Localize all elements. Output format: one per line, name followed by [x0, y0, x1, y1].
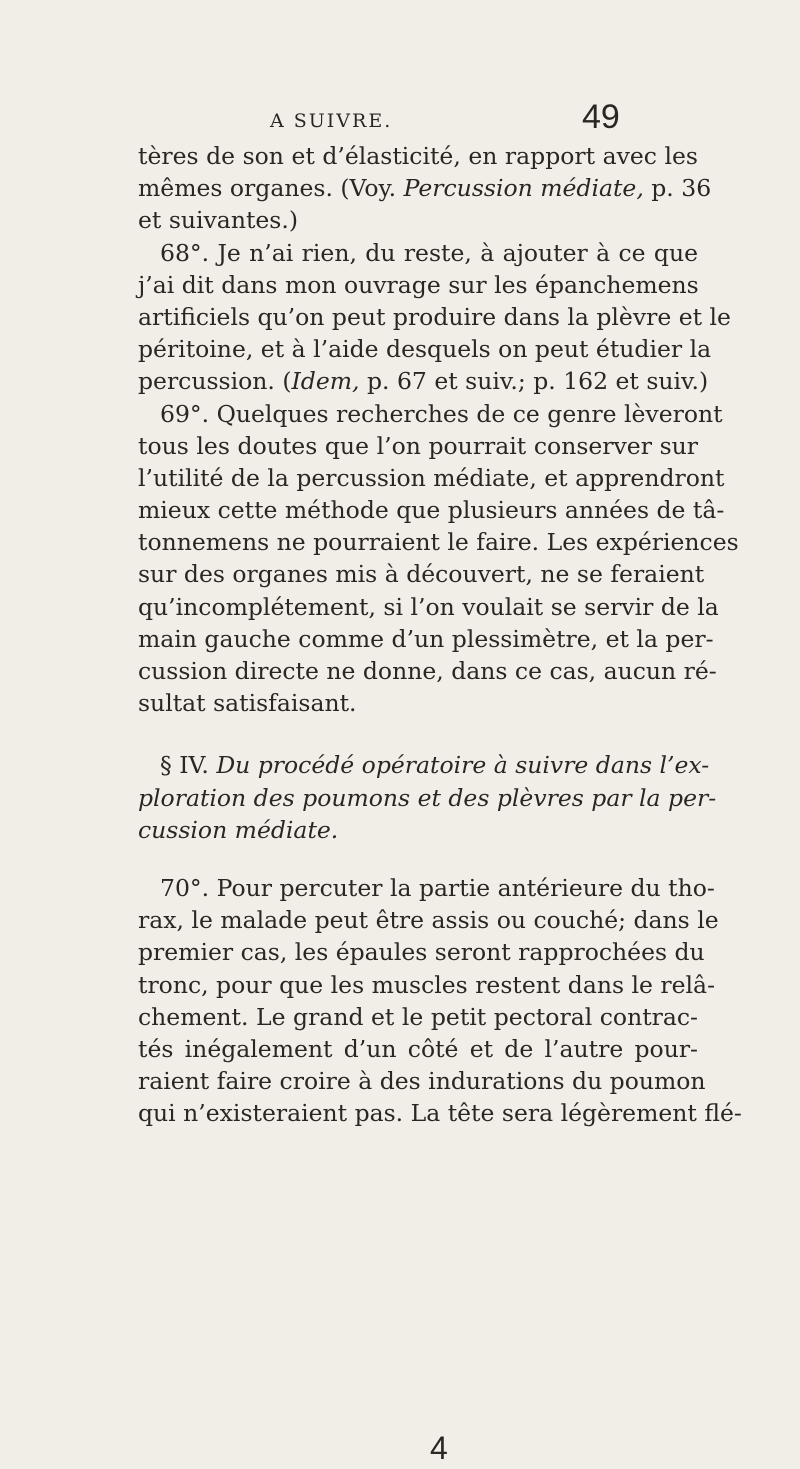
paragraph-69-start: 69°. Quelques recherches de ce genre lèveront: [160, 399, 723, 428]
text-line: rax, le malade peut être assis ou couché; dans le: [138, 906, 719, 935]
text-line: mieux cette méthode que plusieurs années de tâ-: [138, 496, 725, 525]
text-line: tés inégalement d’un côté et de l’autre pour-: [138, 1034, 698, 1063]
text-line: premier cas, les épaules seront rapprochées du: [138, 938, 705, 967]
text-line: tronc, pour que les muscles restent dans le relâ-: [138, 970, 716, 999]
section-heading: cussion médiate.: [138, 815, 339, 844]
text-line: cussion directe ne donne, dans ce cas, aucun ré-: [138, 657, 717, 685]
text-line: péritoine, et à l’aide desquels on peut étudier la: [138, 335, 712, 364]
section-spacer: [138, 719, 698, 749]
section-spacer: [138, 846, 698, 872]
signature-mark: 4: [430, 1430, 448, 1466]
text-line: l’utilité de la percussion médiate, et apprendront: [138, 463, 725, 492]
section-heading: ploration des poumons et des plèvres par la per-: [138, 783, 717, 812]
body-text: [138, 140, 742, 1129]
text-line: tous les doutes que l’on pourrait conserver sur: [138, 431, 698, 460]
text-line: qu’incomplétement, si l’on voulait se servir de la: [138, 592, 719, 621]
text-line: artificiels qu’on peut produire dans la plèvre et le: [138, 302, 731, 331]
text-line: j’ai dit dans mon ouvrage sur les épanchemens: [138, 270, 699, 299]
running-title: A SUIVRE.: [270, 110, 393, 132]
text-line: qui n’existeraient pas. La tête sera légèrement flé-: [138, 1099, 742, 1128]
text-line: et suivantes.): [138, 206, 299, 235]
paragraph-68-start: 68°. Je n’ai rien, du reste, à ajouter à ce que: [160, 238, 698, 267]
text-line: raient faire croire à des indurations du poumon: [138, 1067, 706, 1096]
text-line: percussion. (Idem, p. 67 et suiv.; p. 162 et suiv.): [138, 367, 709, 396]
section-heading: § IV. Du procédé opératoire à suivre dans l’ex-: [160, 751, 710, 780]
text-line: tonnemens ne pourraient le faire. Les expériences: [138, 528, 739, 557]
text-line: chement. Le grand et le petit pectoral contrac-: [138, 1002, 698, 1031]
text-line: sur des organes mis à découvert, ne se feraient: [138, 560, 705, 589]
text-line: main gauche comme d’un plessimètre, et la per-: [138, 624, 714, 653]
text-line: sultat satisfaisant.: [138, 689, 357, 718]
text-line: tères de son et d’élasticité, en rapport avec les: [138, 142, 698, 170]
paragraph-70-start: 70°. Pour percuter la partie antérieure du tho-: [160, 873, 715, 902]
page-number: 49: [582, 98, 620, 136]
text-line: mêmes organes. (Voy. Percussion médiate, p. 36: [138, 174, 712, 203]
